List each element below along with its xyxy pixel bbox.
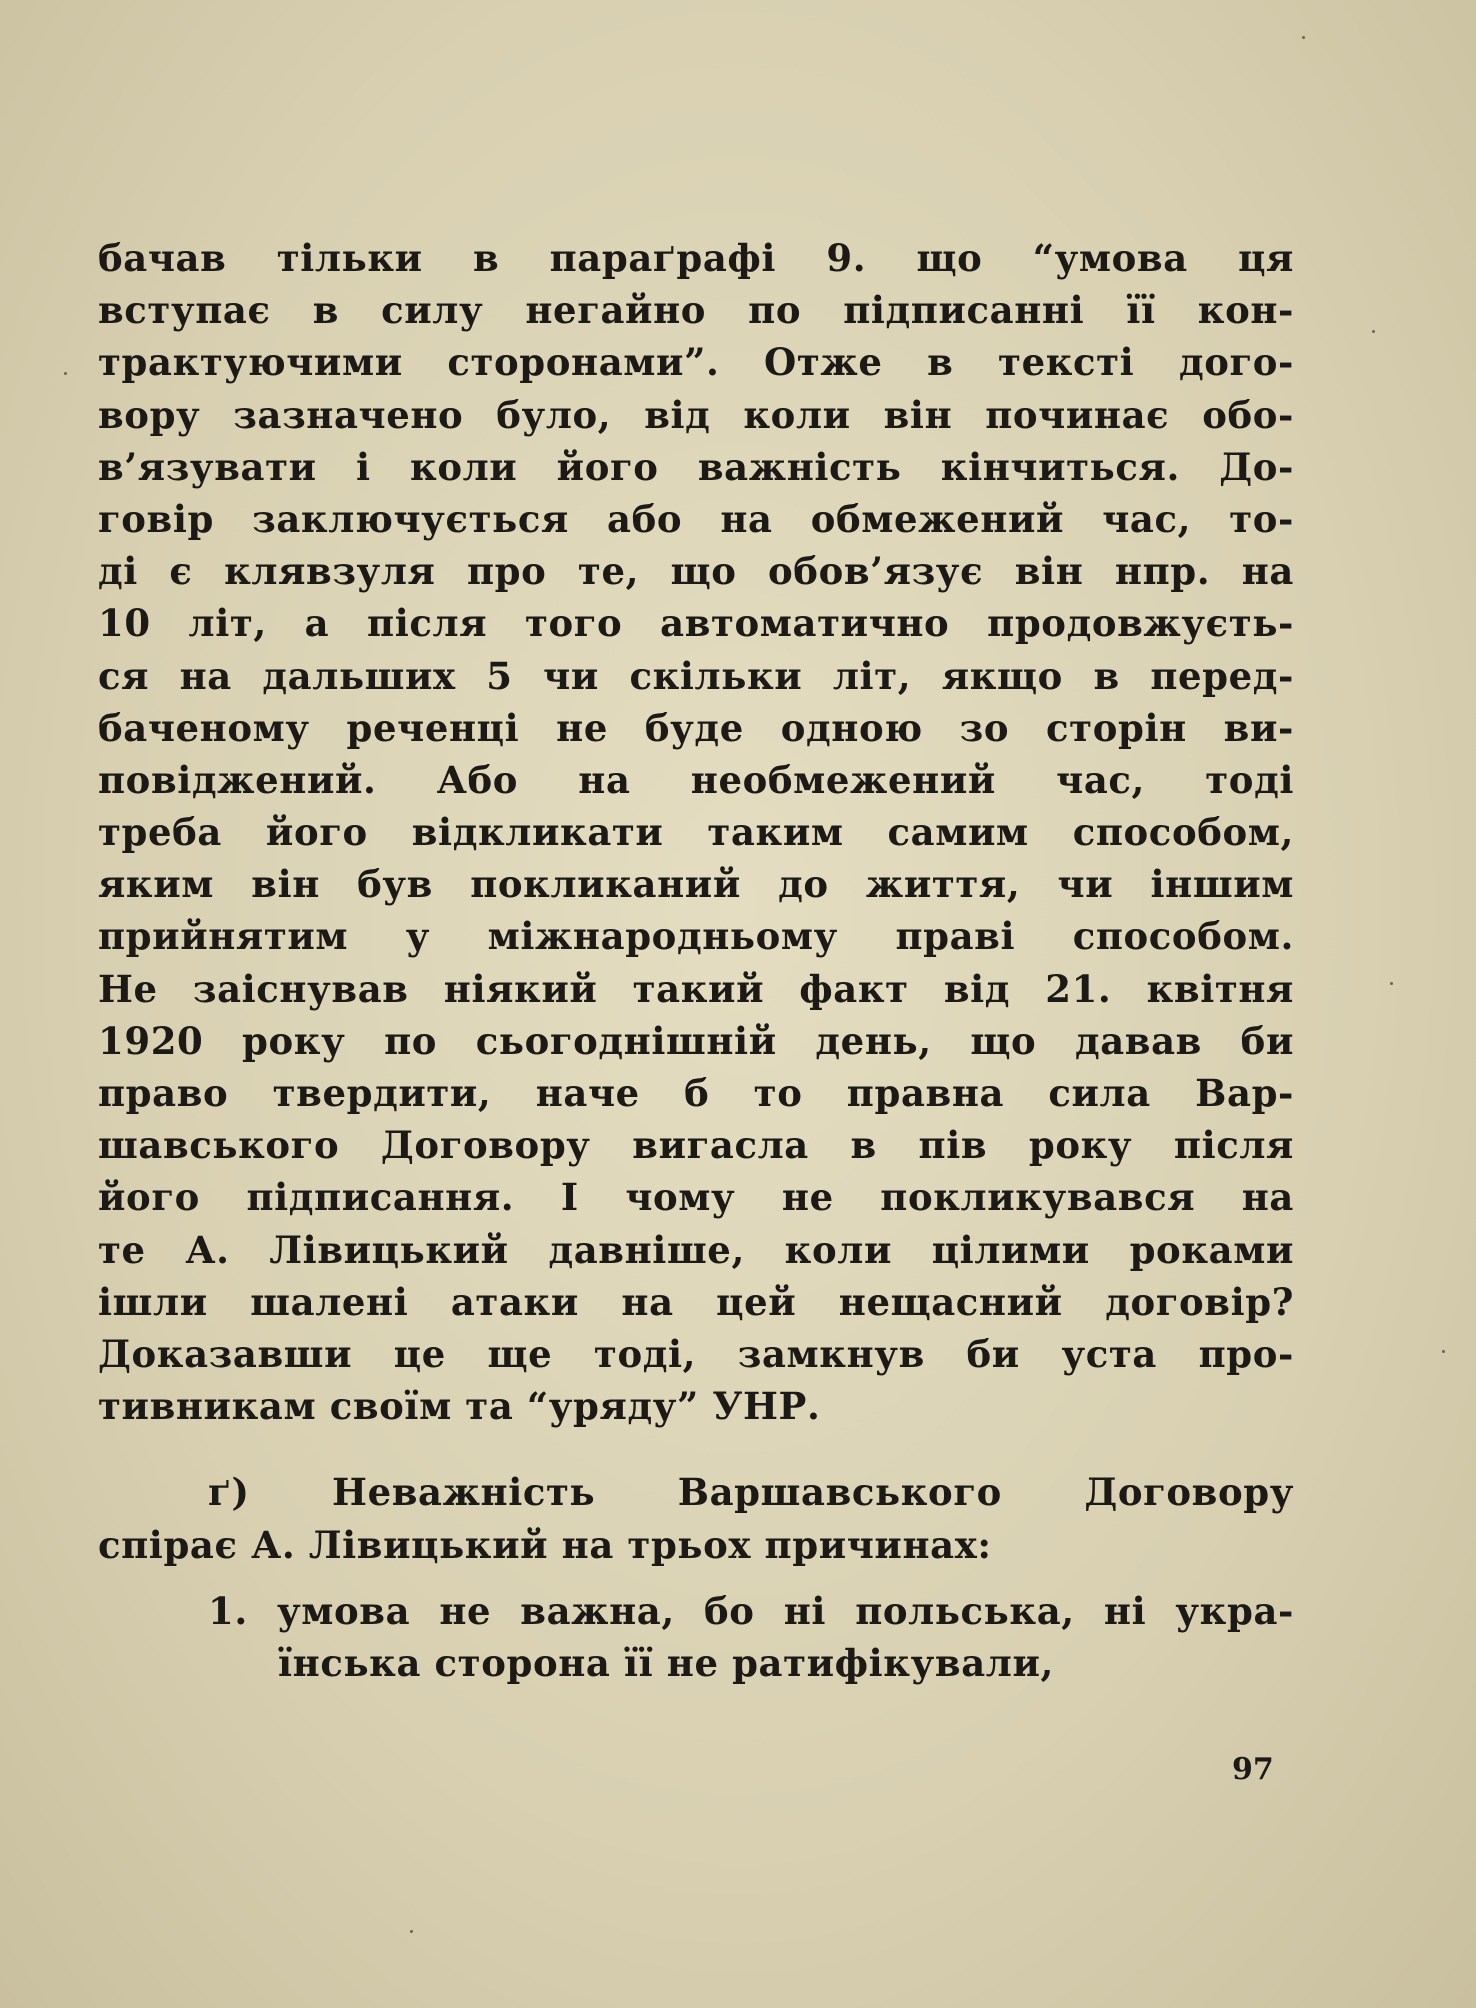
- text-line: говір заключується або на обмежений час, то-: [98, 496, 1294, 541]
- list-item-first-line: [98, 1585, 1294, 1637]
- text-line: його підписання. І чому не покликувався на: [98, 1175, 1294, 1220]
- text-line: тивникам своїм та “уряду” УНР.: [98, 1384, 821, 1429]
- list-item: [98, 1585, 1294, 1689]
- paper-speck: [410, 1930, 413, 1933]
- paragraph-2: [98, 1466, 1294, 1570]
- text-line: ґ) Неважність Варшавського Договору: [208, 1470, 1294, 1515]
- text-line: прийнятим у міжнародньому праві способом.: [98, 914, 1294, 959]
- page-number: 97: [1232, 1752, 1274, 1787]
- list-item-continuation: їнська сторона її не ратифікували,: [278, 1640, 1055, 1685]
- text-line: в’язувати і коли його важність кінчиться. До-: [98, 444, 1294, 489]
- text-line: бачав тільки в параґрафі 9. що “умова ця: [98, 236, 1294, 280]
- text-line: трактуючими сторонами”. Отже в тексті дого-: [98, 340, 1294, 385]
- text-line: Не заіснував ніякий такий факт від 21. квітня: [98, 966, 1294, 1011]
- paper-speck: [1372, 330, 1375, 333]
- text-line: 10 літ, а після того автоматично продовжуєть-: [98, 601, 1294, 646]
- text-line: баченому реченці не буде одною зо сторін ви-: [98, 705, 1294, 750]
- numbered-list: [98, 1585, 1294, 1689]
- text-line: ішли шалені атаки на цей нещасний договір?: [98, 1279, 1294, 1324]
- text-line: ся на дальших 5 чи скільки літ, якщо в перед-: [98, 653, 1294, 698]
- text-line: вступає в силу негайно по підписанні її кон-: [98, 288, 1294, 333]
- page-text: [98, 232, 1294, 1689]
- text-line: повіджений. Або на необмежений час, тоді: [98, 757, 1294, 802]
- text-line: шавського Договору вигасла в пів року після: [98, 1123, 1294, 1168]
- paper-speck: [1302, 36, 1305, 39]
- text-line: 1920 року по сьогоднішній день, що давав би: [98, 1018, 1294, 1063]
- text-line: треба його відкликати таким самим способом,: [98, 810, 1294, 855]
- list-item-text: умова не важна, бо ні польська, ні укра-: [276, 1588, 1294, 1633]
- list-item-number: 1.: [208, 1588, 248, 1633]
- paper-speck: [1390, 982, 1393, 985]
- paper-speck: [64, 372, 67, 375]
- paragraph-1: [98, 232, 1294, 1432]
- text-line: яким він був покликаний до життя, чи іншим: [98, 862, 1294, 907]
- text-line: вору зазначено було, від коли він починає обо-: [98, 392, 1294, 437]
- text-line: Доказавши це ще тоді, замкнув би уста про-: [98, 1331, 1294, 1376]
- text-line: ді є клявзуля про те, що обов’язує він нпр. на: [98, 549, 1294, 594]
- text-line: спірає А. Лівицький на трьох причинах:: [98, 1522, 992, 1567]
- paragraph-gap: [98, 1432, 1294, 1466]
- paper-speck: [1442, 1350, 1445, 1353]
- text-line: право твердити, наче б то правна сила Вар-: [98, 1071, 1294, 1115]
- text-line: те А. Лівицький давніше, коли цілими роками: [98, 1227, 1294, 1272]
